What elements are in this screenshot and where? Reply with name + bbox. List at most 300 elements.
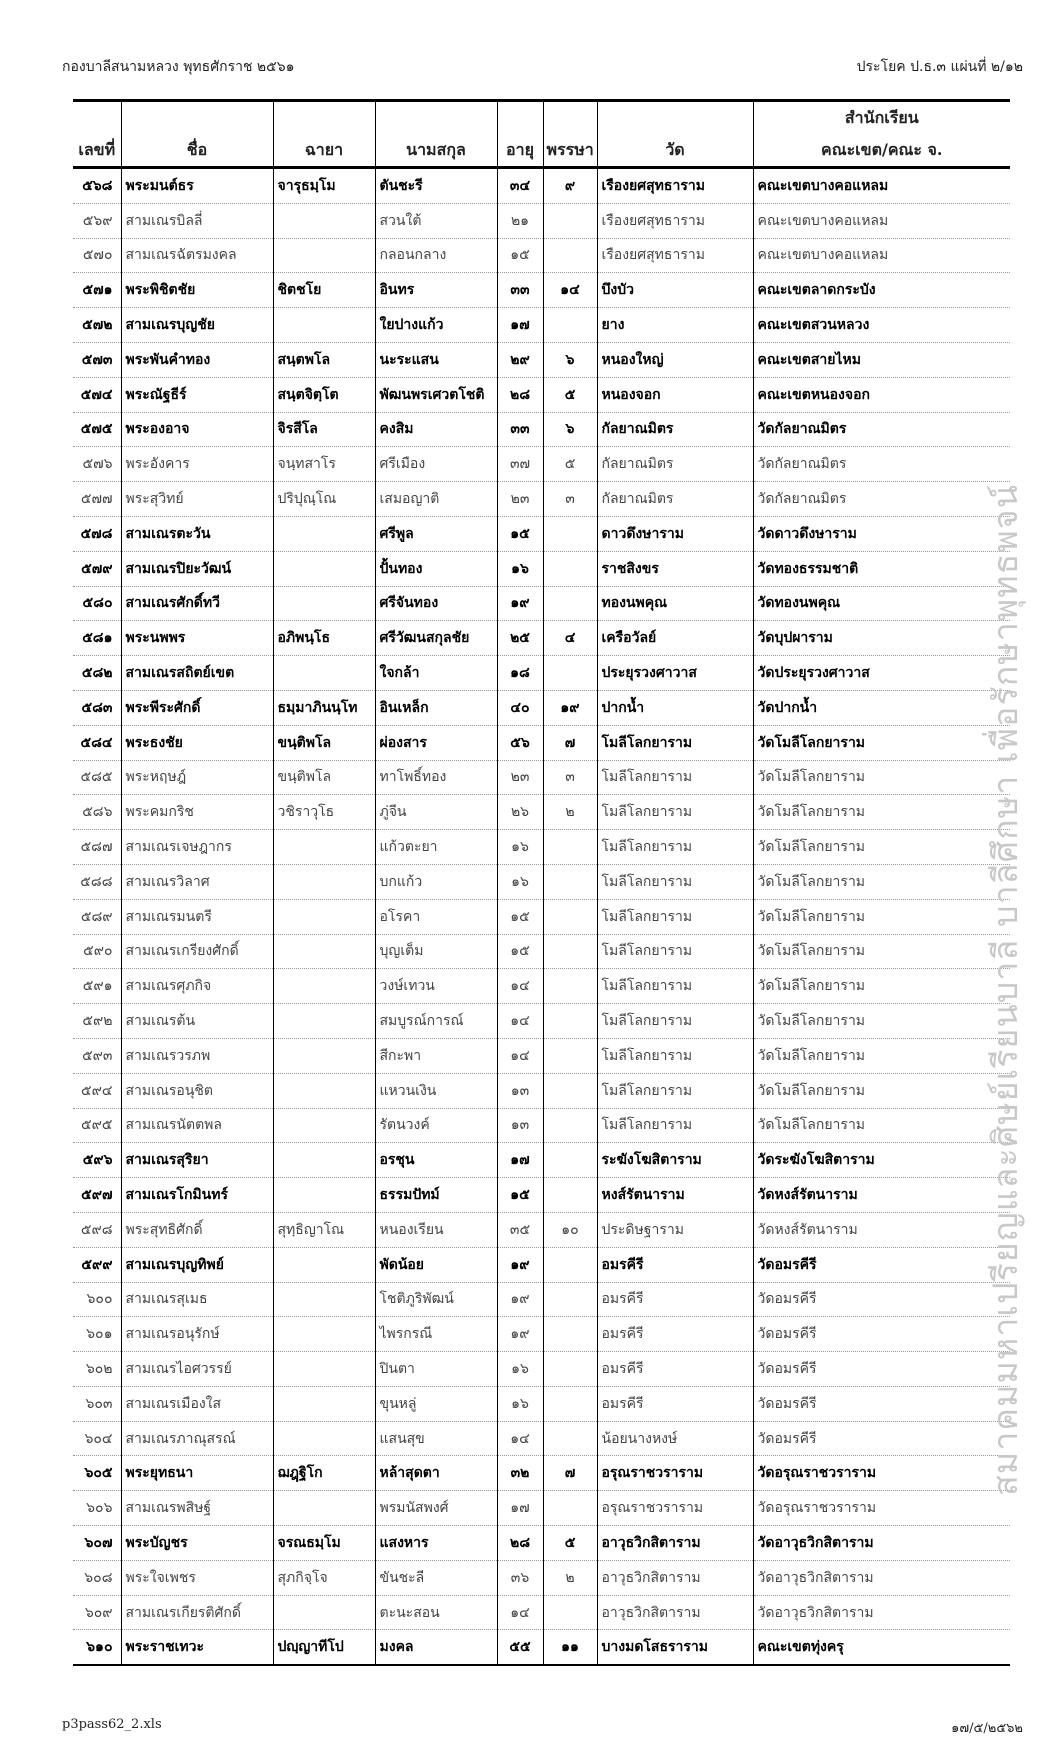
cell-name: สามเณรตะวัน xyxy=(121,516,273,551)
table-row xyxy=(73,760,1010,795)
cell-vassa xyxy=(543,1178,597,1213)
cell-chaya xyxy=(273,1108,375,1143)
cell-number: ๕๙๐ xyxy=(73,934,121,969)
cell-surname: พรมนัสพงศ์ xyxy=(375,1491,497,1526)
results-table xyxy=(73,99,1010,1666)
cell-wat: ดาวดึงษาราม xyxy=(597,516,753,551)
cell-wat: หนองจอก xyxy=(597,377,753,412)
cell-chaya xyxy=(273,1247,375,1282)
cell-wat: โมลีโลกยาราม xyxy=(597,1073,753,1108)
cell-age: ๑๖ xyxy=(497,1352,543,1387)
cell-name: พระธงชัย xyxy=(121,725,273,760)
cell-chaya: วชิราวุโธ xyxy=(273,795,375,830)
col-header-vassa: พรรษา xyxy=(543,101,597,168)
cell-vassa xyxy=(543,1317,597,1352)
table-row xyxy=(73,621,1010,656)
cell-name: สามเณรโกมินทร์ xyxy=(121,1178,273,1213)
table-row xyxy=(73,1004,1010,1039)
cell-school: วัดอมรคีรี xyxy=(753,1247,1010,1282)
cell-vassa xyxy=(543,1595,597,1630)
cell-chaya xyxy=(273,551,375,586)
cell-name: พระพันคำทอง xyxy=(121,342,273,377)
cell-age: ๓๗ xyxy=(497,447,543,482)
table-row xyxy=(73,1212,1010,1247)
cell-number: ๕๗๘ xyxy=(73,516,121,551)
cell-wat: อรุณราชวราราม xyxy=(597,1456,753,1491)
cell-age: ๑๔ xyxy=(497,1595,543,1630)
cell-name: พระณัฐธีร์ xyxy=(121,377,273,412)
cell-vassa: ๖ xyxy=(543,412,597,447)
cell-surname: ศรีจันทอง xyxy=(375,586,497,621)
cell-vassa xyxy=(543,1386,597,1421)
cell-vassa: ๕ xyxy=(543,377,597,412)
cell-age: ๑๔ xyxy=(497,1004,543,1039)
cell-chaya xyxy=(273,934,375,969)
cell-name: พระหฤษฎ์ xyxy=(121,760,273,795)
cell-vassa xyxy=(543,308,597,343)
cell-name: สามเณรเจษฎากร xyxy=(121,830,273,865)
cell-name: สามเณรศุภกิจ xyxy=(121,969,273,1004)
table-row xyxy=(73,1630,1010,1665)
cell-school: วัดโมลีโลกยาราม xyxy=(753,830,1010,865)
cell-surname: คงสิม xyxy=(375,412,497,447)
cell-surname: ธรรมปัทม์ xyxy=(375,1178,497,1213)
cell-name: สามเณรอนุรักษ์ xyxy=(121,1317,273,1352)
cell-surname: ผ่องสาร xyxy=(375,725,497,760)
cell-school: วัดโมลีโลกยาราม xyxy=(753,1038,1010,1073)
cell-age: ๑๘ xyxy=(497,656,543,691)
cell-chaya xyxy=(273,656,375,691)
cell-school: คณะเขตบางคอแหลม xyxy=(753,238,1010,273)
cell-age: ๒๖ xyxy=(497,795,543,830)
cell-wat: โมลีโลกยาราม xyxy=(597,1108,753,1143)
cell-vassa: ๓ xyxy=(543,482,597,517)
cell-wat: หนองใหญ่ xyxy=(597,342,753,377)
cell-number: ๕๗๔ xyxy=(73,377,121,412)
cell-chaya: สุทฺธิญาโณ xyxy=(273,1212,375,1247)
cell-chaya: ฌฎฺฐิโก xyxy=(273,1456,375,1491)
cell-vassa xyxy=(543,1004,597,1039)
footer-date: ๑๗/๕/๒๕๖๒ xyxy=(951,1721,1023,1736)
cell-age: ๓๔ xyxy=(497,168,543,204)
cell-surname: หนองเรียน xyxy=(375,1212,497,1247)
cell-number: ๕๗๙ xyxy=(73,551,121,586)
table-row xyxy=(73,864,1010,899)
cell-vassa xyxy=(543,1038,597,1073)
header-exam-office: กองบาลีสนามหลวง พุทธศักราช ๒๕๖๑ xyxy=(62,59,295,75)
cell-age: ๓๕ xyxy=(497,1212,543,1247)
cell-number: ๕๙๔ xyxy=(73,1073,121,1108)
header-sheet-info: ประโยค ป.ธ.๓ แผ่นที่ ๒/๑๒ xyxy=(856,59,1023,75)
cell-number: ๕๗๗ xyxy=(73,482,121,517)
cell-surname: ทาโพธิ์ทอง xyxy=(375,760,497,795)
cell-number: ๕๙๕ xyxy=(73,1108,121,1143)
cell-number: ๖๐๑ xyxy=(73,1317,121,1352)
cell-chaya: จนฺทสาโร xyxy=(273,447,375,482)
cell-wat: โมลีโลกยาราม xyxy=(597,1038,753,1073)
cell-age: ๑๕ xyxy=(497,899,543,934)
cell-age: ๑๖ xyxy=(497,551,543,586)
cell-vassa: ๕ xyxy=(543,1526,597,1561)
watermark-text: สมาคมมหาเปรียญและศิษย์เรียนบาลี บาลีศึกษา เพื่อรักษาพุทธพจน์ xyxy=(986,484,1026,1496)
cell-wat: โมลีโลกยาราม xyxy=(597,934,753,969)
cell-surname: แก้วตะยา xyxy=(375,830,497,865)
table-row xyxy=(73,238,1010,273)
cell-age: ๓๒ xyxy=(497,1456,543,1491)
table-row xyxy=(73,377,1010,412)
cell-surname: นะระแสน xyxy=(375,342,497,377)
cell-age: ๒๓ xyxy=(497,760,543,795)
cell-chaya xyxy=(273,1178,375,1213)
cell-vassa: ๔ xyxy=(543,621,597,656)
cell-school: วัดอมรคีรี xyxy=(753,1282,1010,1317)
cell-school: วัดโมลีโลกยาราม xyxy=(753,864,1010,899)
cell-wat: โมลีโลกยาราม xyxy=(597,795,753,830)
cell-chaya xyxy=(273,1073,375,1108)
cell-vassa xyxy=(543,1491,597,1526)
cell-name: พระสุทธิศักดิ์ xyxy=(121,1212,273,1247)
cell-name: สามเณรนัตตพล xyxy=(121,1108,273,1143)
table-row xyxy=(73,656,1010,691)
cell-number: ๕๘๙ xyxy=(73,899,121,934)
cell-wat: ประยุรวงศาวาส xyxy=(597,656,753,691)
cell-school: วัดอมรคีรี xyxy=(753,1317,1010,1352)
table-row xyxy=(73,1143,1010,1178)
cell-school: วัดกัลยาณมิตร xyxy=(753,412,1010,447)
cell-name: สามเณรไอศวรรย์ xyxy=(121,1352,273,1387)
cell-number: ๕๙๙ xyxy=(73,1247,121,1282)
cell-school: วัดโมลีโลกยาราม xyxy=(753,1073,1010,1108)
cell-school: วัดอรุณราชวราราม xyxy=(753,1456,1010,1491)
cell-number: ๖๐๒ xyxy=(73,1352,121,1387)
cell-number: ๖๐๐ xyxy=(73,1282,121,1317)
cell-chaya: ชิตชโย xyxy=(273,273,375,308)
cell-chaya xyxy=(273,864,375,899)
cell-wat: หงส์รัตนาราม xyxy=(597,1178,753,1213)
cell-chaya: ขนฺติพโล xyxy=(273,725,375,760)
cell-school: วัดทองธรรมชาติ xyxy=(753,551,1010,586)
cell-vassa xyxy=(543,969,597,1004)
table-header-row xyxy=(73,101,1010,168)
cell-school: วัดโมลีโลกยาราม xyxy=(753,969,1010,1004)
cell-wat: อาวุธวิกสิตาราม xyxy=(597,1595,753,1630)
cell-vassa xyxy=(543,864,597,899)
table-row xyxy=(73,1526,1010,1561)
cell-vassa xyxy=(543,238,597,273)
col-header-school-line2: คณะเขต/คณะ จ. xyxy=(821,140,943,159)
cell-wat: ประดิษฐาราม xyxy=(597,1212,753,1247)
cell-chaya xyxy=(273,1038,375,1073)
cell-age: ๑๓ xyxy=(497,1108,543,1143)
cell-name: สามเณรมนตรี xyxy=(121,899,273,934)
cell-wat: น้อยนางหงษ์ xyxy=(597,1421,753,1456)
cell-name: สามเณรบิลลี่ xyxy=(121,203,273,238)
cell-vassa xyxy=(543,551,597,586)
cell-number: ๕๗๐ xyxy=(73,238,121,273)
cell-age: ๑๖ xyxy=(497,830,543,865)
cell-wat: อมรคีรี xyxy=(597,1282,753,1317)
cell-wat: อรุณราชวราราม xyxy=(597,1491,753,1526)
cell-wat: ราชสิงขร xyxy=(597,551,753,586)
cell-vassa: ๑๙ xyxy=(543,690,597,725)
table-row xyxy=(73,482,1010,517)
cell-wat: เรืองยศสุทธาราม xyxy=(597,238,753,273)
cell-school: วัดบุปผาราม xyxy=(753,621,1010,656)
table-row xyxy=(73,830,1010,865)
cell-number: ๖๐๙ xyxy=(73,1595,121,1630)
cell-wat: กัลยาณมิตร xyxy=(597,447,753,482)
cell-number: ๕๘๐ xyxy=(73,586,121,621)
cell-name: สามเณรปิยะวัฒน์ xyxy=(121,551,273,586)
cell-number: ๕๘๔ xyxy=(73,725,121,760)
cell-number: ๕๘๓ xyxy=(73,690,121,725)
cell-number: ๕๙๘ xyxy=(73,1212,121,1247)
cell-chaya: ปริปุณฺโณ xyxy=(273,482,375,517)
cell-surname: แสนสุข xyxy=(375,1421,497,1456)
cell-chaya xyxy=(273,516,375,551)
cell-number: ๖๐๖ xyxy=(73,1491,121,1526)
cell-number: ๕๙๒ xyxy=(73,1004,121,1039)
cell-wat: อาวุธวิกสิตาราม xyxy=(597,1526,753,1561)
footer-filename: p3pass62_2.xls xyxy=(62,1717,162,1732)
cell-wat: อมรคีรี xyxy=(597,1352,753,1387)
cell-school: วัดโมลีโลกยาราม xyxy=(753,1108,1010,1143)
cell-surname: แสงหาร xyxy=(375,1526,497,1561)
cell-wat: บึงบัว xyxy=(597,273,753,308)
cell-chaya: จิรสีโล xyxy=(273,412,375,447)
cell-name: พระราชเทวะ xyxy=(121,1630,273,1665)
cell-wat: ระฆังโฆสิตาราม xyxy=(597,1143,753,1178)
cell-school: วัดปากน้ำ xyxy=(753,690,1010,725)
cell-wat: กัลยาณมิตร xyxy=(597,412,753,447)
cell-surname: เสมอญาติ xyxy=(375,482,497,517)
cell-chaya xyxy=(273,1282,375,1317)
cell-number: ๖๐๘ xyxy=(73,1560,121,1595)
cell-school: วัดโมลีโลกยาราม xyxy=(753,1004,1010,1039)
cell-wat: อาวุธวิกสิตาราม xyxy=(597,1560,753,1595)
cell-school: วัดอาวุธวิกสิตาราม xyxy=(753,1526,1010,1561)
cell-age: ๑๔ xyxy=(497,1421,543,1456)
cell-age: ๑๔ xyxy=(497,969,543,1004)
cell-name: สามเณรฉัตรมงคล xyxy=(121,238,273,273)
cell-surname: หล้าสุดตา xyxy=(375,1456,497,1491)
col-header-age: อายุ xyxy=(497,101,543,168)
cell-name: สามเณรพสิษฐ์ xyxy=(121,1491,273,1526)
table-row xyxy=(73,1108,1010,1143)
cell-surname: ปินตา xyxy=(375,1352,497,1387)
table-row xyxy=(73,168,1010,204)
cell-number: ๕๖๙ xyxy=(73,203,121,238)
cell-age: ๒๙ xyxy=(497,342,543,377)
cell-school: คณะเขตบางคอแหลม xyxy=(753,168,1010,204)
cell-name: พระบัญชร xyxy=(121,1526,273,1561)
table-row xyxy=(73,1317,1010,1352)
cell-school: วัดโมลีโลกยาราม xyxy=(753,725,1010,760)
cell-surname: ปั้นทอง xyxy=(375,551,497,586)
cell-age: ๑๕ xyxy=(497,516,543,551)
cell-vassa xyxy=(543,586,597,621)
cell-vassa xyxy=(543,934,597,969)
cell-number: ๕๗๕ xyxy=(73,412,121,447)
cell-surname: พัฒนพรเศวตโชติ xyxy=(375,377,497,412)
cell-school: วัดกัลยาณมิตร xyxy=(753,447,1010,482)
cell-surname: วงษ์เทวน xyxy=(375,969,497,1004)
cell-surname: ขันชะลี xyxy=(375,1560,497,1595)
cell-school: วัดหงส์รัตนาราม xyxy=(753,1178,1010,1213)
cell-chaya xyxy=(273,1421,375,1456)
cell-vassa xyxy=(543,1108,597,1143)
cell-age: ๑๙ xyxy=(497,586,543,621)
cell-school: คณะเขตทุ่งครุ xyxy=(753,1630,1010,1665)
cell-surname: โชติภูริพัฒน์ xyxy=(375,1282,497,1317)
cell-chaya xyxy=(273,1143,375,1178)
cell-vassa xyxy=(543,1352,597,1387)
table-row xyxy=(73,1073,1010,1108)
cell-vassa: ๗ xyxy=(543,1456,597,1491)
cell-name: สามเณรบุญชัย xyxy=(121,308,273,343)
cell-vassa: ๕ xyxy=(543,447,597,482)
cell-age: ๑๗ xyxy=(497,308,543,343)
cell-school: คณะเขตลาดกระบัง xyxy=(753,273,1010,308)
cell-number: ๖๐๔ xyxy=(73,1421,121,1456)
table-row xyxy=(73,586,1010,621)
table-row xyxy=(73,795,1010,830)
cell-name: พระองอาจ xyxy=(121,412,273,447)
cell-name: พระพีระศักดิ์ xyxy=(121,690,273,725)
cell-chaya xyxy=(273,1386,375,1421)
cell-age: ๒๕ xyxy=(497,621,543,656)
cell-name: พระมนต์ธร xyxy=(121,168,273,204)
cell-vassa xyxy=(543,899,597,934)
cell-chaya: จารุธมฺโม xyxy=(273,168,375,204)
cell-name: สามเณรสถิตย์เขต xyxy=(121,656,273,691)
cell-number: ๕๙๓ xyxy=(73,1038,121,1073)
cell-chaya: อภิพนฺโธ xyxy=(273,621,375,656)
cell-school: วัดอาวุธวิกสิตาราม xyxy=(753,1595,1010,1630)
cell-number: ๕๘๘ xyxy=(73,864,121,899)
cell-age: ๒๘ xyxy=(497,1526,543,1561)
cell-school: คณะเขตบางคอแหลม xyxy=(753,203,1010,238)
cell-age: ๑๔ xyxy=(497,1038,543,1073)
table-row xyxy=(73,551,1010,586)
cell-wat: เรืองยศสุทธาราม xyxy=(597,168,753,204)
col-header-name: ชื่อ xyxy=(121,101,273,168)
cell-vassa: ๖ xyxy=(543,342,597,377)
table-row xyxy=(73,516,1010,551)
table-row xyxy=(73,899,1010,934)
cell-age: ๑๖ xyxy=(497,864,543,899)
cell-name: พระสุวิทย์ xyxy=(121,482,273,517)
cell-vassa xyxy=(543,656,597,691)
cell-surname: ศรีพูล xyxy=(375,516,497,551)
cell-vassa: ๗ xyxy=(543,725,597,760)
cell-number: ๕๗๖ xyxy=(73,447,121,482)
cell-school: วัดโมลีโลกยาราม xyxy=(753,934,1010,969)
cell-number: ๕๙๖ xyxy=(73,1143,121,1178)
cell-school: คณะเขตหนองจอก xyxy=(753,377,1010,412)
table-row xyxy=(73,342,1010,377)
cell-name: สามเณรภาณุสรณ์ xyxy=(121,1421,273,1456)
cell-chaya: ธมฺมาภินนฺโท xyxy=(273,690,375,725)
cell-number: ๖๑๐ xyxy=(73,1630,121,1665)
cell-chaya: ขนฺติพโล xyxy=(273,760,375,795)
cell-surname: ศรีเมือง xyxy=(375,447,497,482)
cell-vassa xyxy=(543,1421,597,1456)
cell-school: วัดอมรคีรี xyxy=(753,1421,1010,1456)
cell-chaya xyxy=(273,830,375,865)
cell-name: พระอังคาร xyxy=(121,447,273,482)
cell-age: ๑๖ xyxy=(497,1386,543,1421)
cell-wat: เรืองยศสุทธาราม xyxy=(597,203,753,238)
cell-chaya xyxy=(273,308,375,343)
cell-surname: ภู่จีน xyxy=(375,795,497,830)
cell-name: สามเณรวรภพ xyxy=(121,1038,273,1073)
cell-wat: โมลีโลกยาราม xyxy=(597,864,753,899)
cell-vassa xyxy=(543,516,597,551)
cell-wat: กัลยาณมิตร xyxy=(597,482,753,517)
cell-name: สามเณรต้น xyxy=(121,1004,273,1039)
cell-school: วัดหงส์รัตนาราม xyxy=(753,1212,1010,1247)
cell-vassa xyxy=(543,1247,597,1282)
cell-age: ๓๖ xyxy=(497,1560,543,1595)
col-header-school xyxy=(753,101,1010,168)
col-header-number: เลขที่ xyxy=(73,101,121,168)
cell-chaya xyxy=(273,1352,375,1387)
cell-chaya: ปญฺญาทีโป xyxy=(273,1630,375,1665)
cell-name: สามเณรศักดิ์ทวี xyxy=(121,586,273,621)
table-row xyxy=(73,1282,1010,1317)
cell-name: พระยุทธนา xyxy=(121,1456,273,1491)
cell-age: ๓๓ xyxy=(497,412,543,447)
table-row xyxy=(73,1386,1010,1421)
cell-vassa: ๒ xyxy=(543,795,597,830)
table-row xyxy=(73,969,1010,1004)
table-row xyxy=(73,1421,1010,1456)
cell-wat: อมรคีรี xyxy=(597,1247,753,1282)
cell-wat: บางมดโสธราราม xyxy=(597,1630,753,1665)
cell-name: สามเณรสุริยา xyxy=(121,1143,273,1178)
cell-school: คณะเขตสายไหม xyxy=(753,342,1010,377)
cell-name: พระคมกริช xyxy=(121,795,273,830)
col-header-wat: วัด xyxy=(597,101,753,168)
table-row xyxy=(73,412,1010,447)
cell-surname: ไพรกรณี xyxy=(375,1317,497,1352)
cell-name: พระนพพร xyxy=(121,621,273,656)
table-row xyxy=(73,1247,1010,1282)
cell-number: ๕๘๒ xyxy=(73,656,121,691)
cell-chaya xyxy=(273,899,375,934)
cell-surname: แหวนเงิน xyxy=(375,1073,497,1108)
cell-surname: ตะนะสอน xyxy=(375,1595,497,1630)
cell-age: ๑๙ xyxy=(497,1247,543,1282)
cell-surname: อินทร xyxy=(375,273,497,308)
cell-age: ๒๘ xyxy=(497,377,543,412)
cell-vassa xyxy=(543,203,597,238)
cell-name: สามเณรวิลาศ xyxy=(121,864,273,899)
cell-surname: มงคล xyxy=(375,1630,497,1665)
table-row xyxy=(73,725,1010,760)
cell-age: ๓๓ xyxy=(497,273,543,308)
cell-age: ๑๕ xyxy=(497,934,543,969)
cell-name: สามเณรเกรียงศักดิ์ xyxy=(121,934,273,969)
cell-age: ๔๐ xyxy=(497,690,543,725)
cell-surname: บกแก้ว xyxy=(375,864,497,899)
cell-chaya xyxy=(273,238,375,273)
cell-chaya: สุภกิจฺโจ xyxy=(273,1560,375,1595)
cell-school: วัดอมรคีรี xyxy=(753,1352,1010,1387)
cell-age: ๕๕ xyxy=(497,1630,543,1665)
cell-chaya: สนฺตพโล xyxy=(273,342,375,377)
